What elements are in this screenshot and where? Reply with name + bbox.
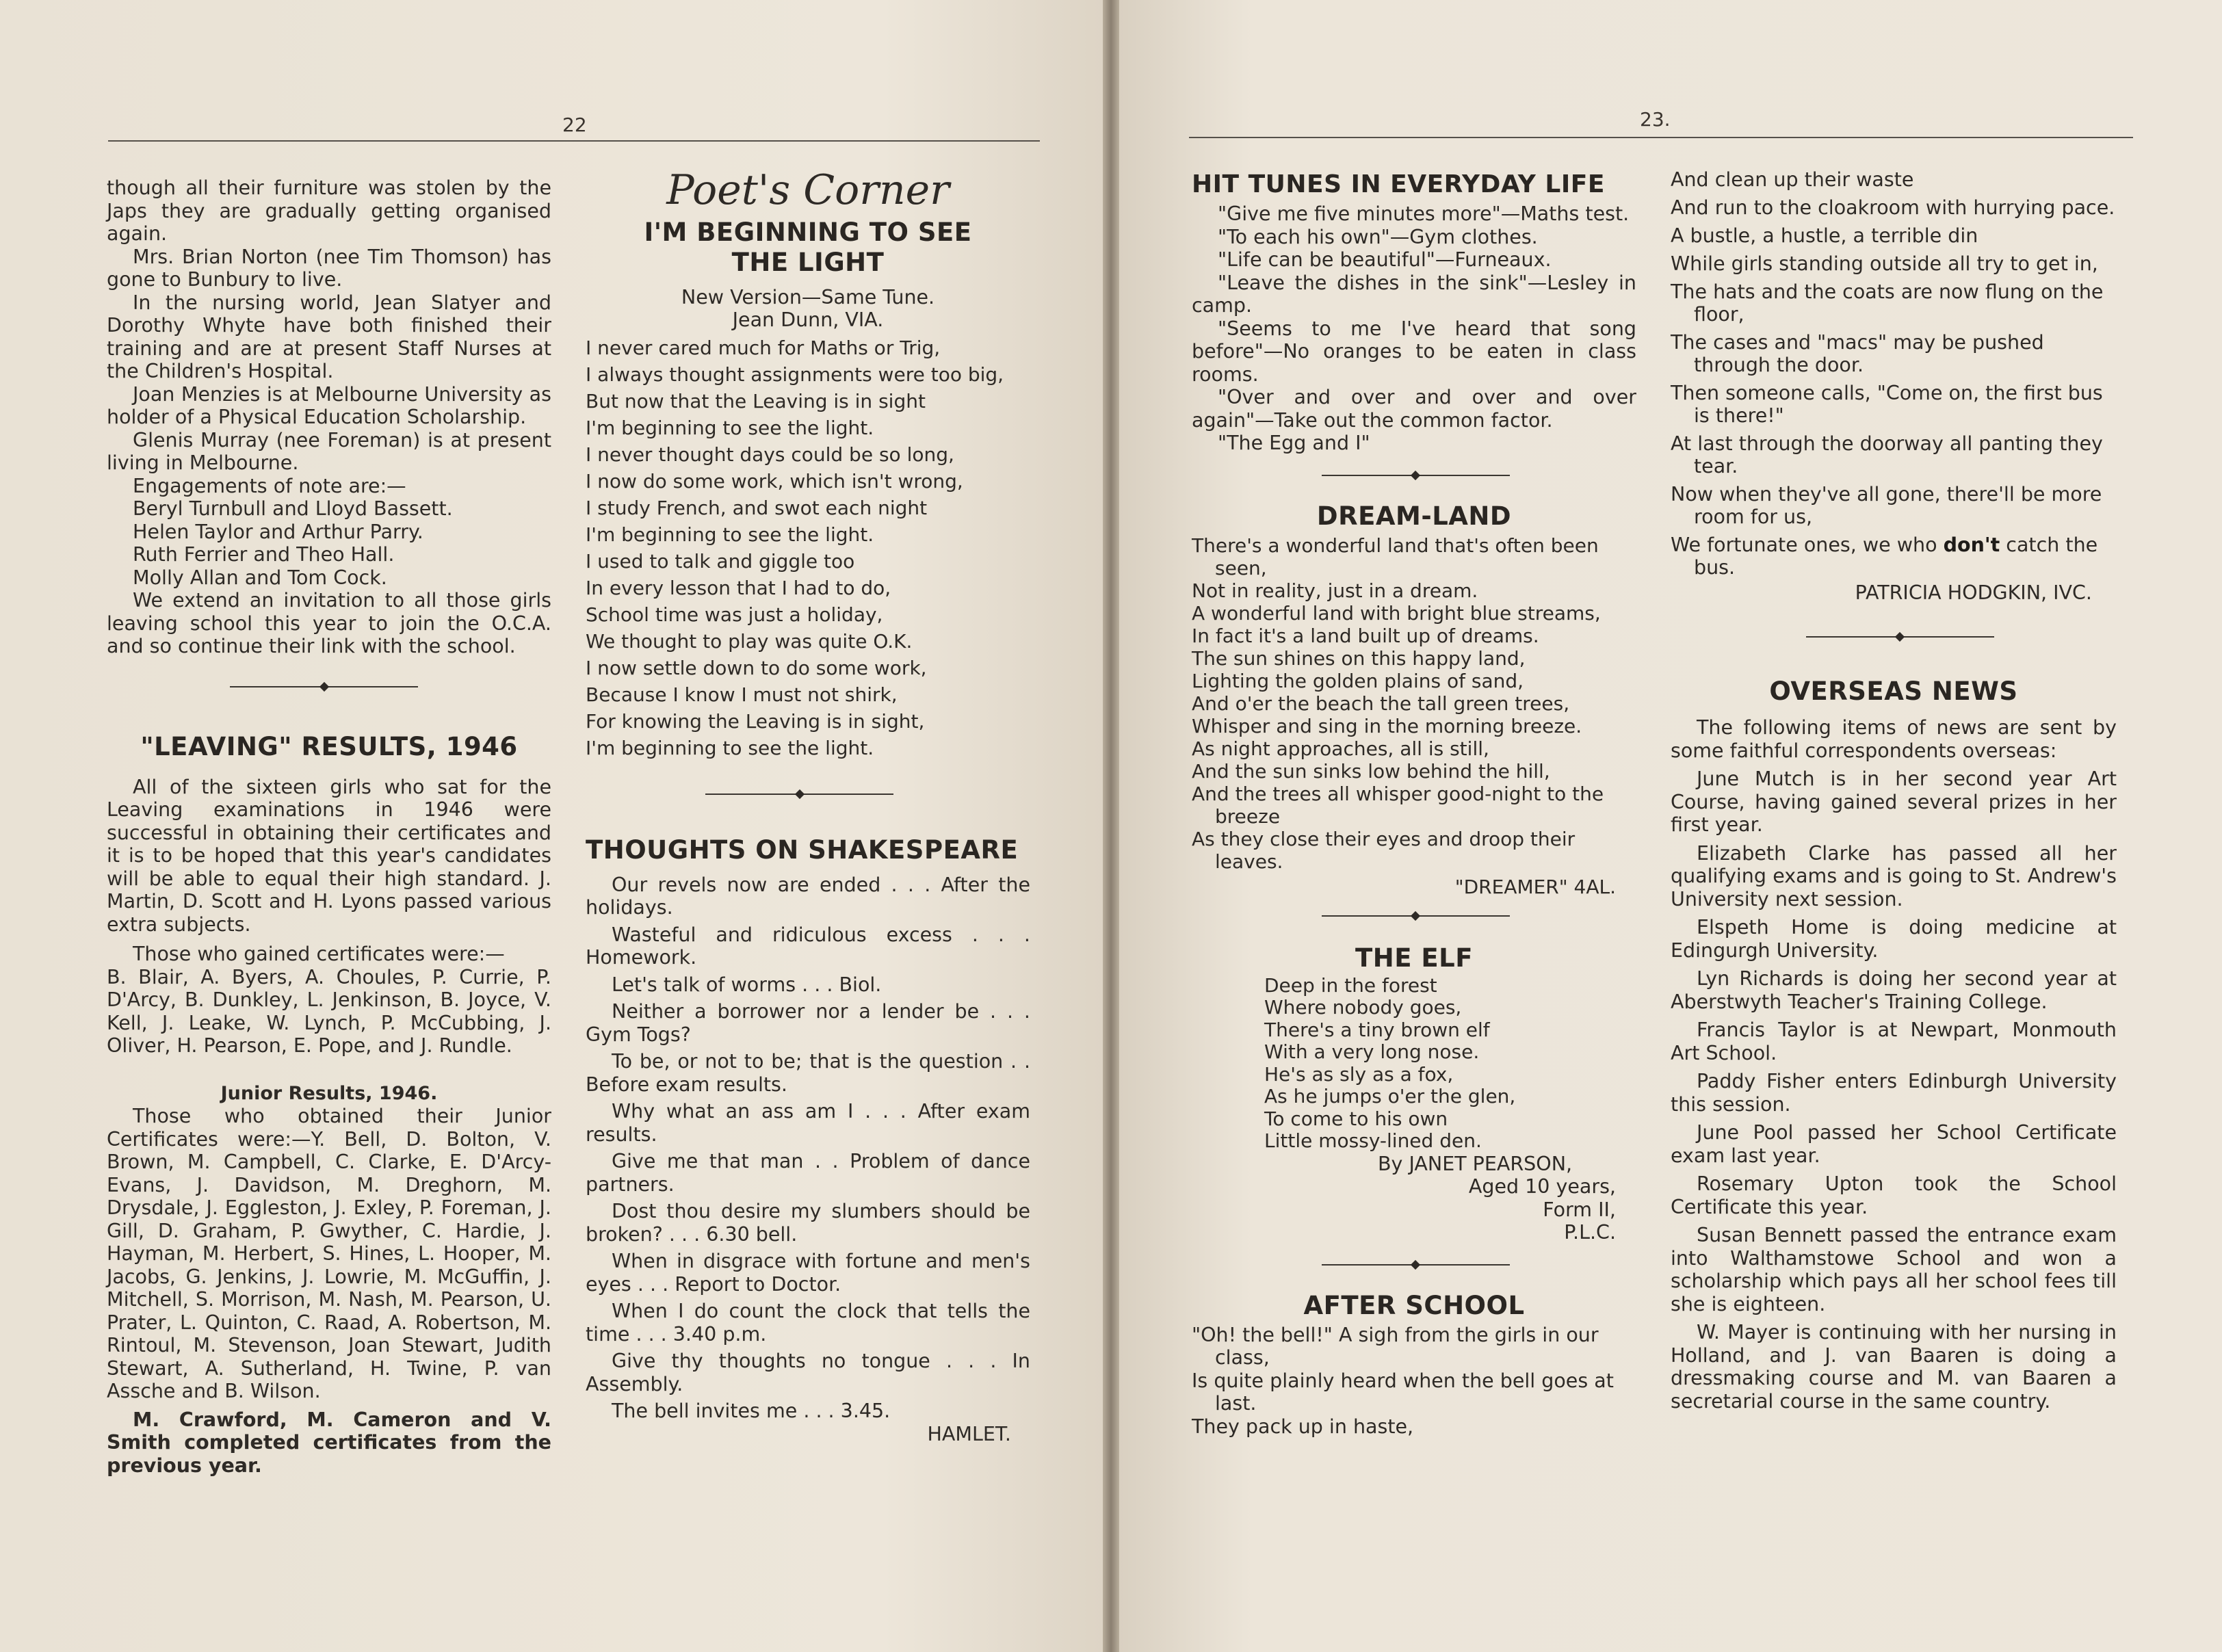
elf-author-form: Form II,: [1543, 1198, 1616, 1221]
news-item: Elizabeth Clarke has passed all her qualifying exams and is going to St. Andrew's University next session.: [1671, 841, 2117, 910]
poem-title: I'M BEGINNING TO SEE THE LIGHT: [644, 217, 972, 277]
right-page: [1119, 0, 2222, 1652]
poem-line: Is quite plainly heard when the bell goes at last.: [1192, 1369, 1614, 1415]
poem-line: As they close their eyes and droop their leaves.: [1192, 827, 1576, 873]
poem-line: He's as sly as a fox,: [1264, 1062, 1454, 1086]
binding-gutter: [1103, 0, 1119, 1652]
poem-line: Now when they've all gone, there'll be more room for us,: [1671, 483, 2102, 528]
engagement-item: Beryl Turnbull and Lloyd Bassett.: [133, 497, 453, 520]
hit-tune-item: "Seems to me I've heard that song before"—No oranges to be eaten in class rooms.: [1192, 317, 1636, 386]
poem-line: And the trees all whisper good-night to the breeze: [1192, 782, 1604, 828]
leaving-results-paragraph: All of the sixteen girls who sat for the Leaving examinations in 1946 were successful in obtaining their certificates and it is to be hoped that this year's candidates will be able to equal their high standard. J. Martin, D. Scott and H. Lyons passed various extra subjects.: [107, 775, 551, 936]
elf-author: By JANET PEARSON,: [1378, 1152, 1573, 1175]
poetry-column: [586, 166, 1030, 1445]
news-paragraph: In the nursing world, Jean Slatyer and Dorothy Whyte have both finished their training and are at present Staff Nurses at the Children's Hospital.: [107, 291, 551, 382]
poem-line: Whisper and sing in the morning breeze.: [1192, 714, 1582, 737]
poem-line: School time was just a holiday,: [586, 603, 883, 626]
elf-poem: [1192, 975, 1636, 1153]
shakespeare-item: Let's talk of worms . . . Biol.: [612, 973, 882, 996]
poem-line: I study French, and swot each night: [586, 496, 928, 519]
poem-line: A wonderful land with bright blue streams,: [1192, 601, 1601, 625]
news-paragraph: We extend an invitation to all those girls leaving school this year to join the O.C.A. and so continue their link with the school.: [107, 589, 551, 657]
hit-tune-item: "Give me five minutes more"—Maths test.: [1218, 202, 1630, 225]
shakespeare-title: THOUGHTS ON SHAKESPEARE: [586, 835, 1019, 865]
poem-line: Lighting the golden plains of sand,: [1192, 669, 1524, 692]
overseas-news-title: OVERSEAS NEWS: [1769, 677, 2018, 706]
poem-line: Little mossy-lined den.: [1264, 1129, 1482, 1152]
poem-line: To come to his own: [1264, 1107, 1448, 1130]
engagement-item: Molly Allan and Tom Cock.: [133, 566, 387, 589]
page-number: 23.: [1640, 108, 1671, 131]
shakespeare-author: HAMLET.: [927, 1422, 1011, 1445]
dreamland-author: "DREAMER" 4AL.: [1454, 875, 1616, 898]
poem-line: And the sun sinks low behind the hill,: [1192, 759, 1550, 783]
shakespeare-item: Give me that man . . Problem of dance partners.: [586, 1150, 1030, 1196]
poem-line: Deep in the forest: [1264, 973, 1437, 997]
engagement-item: Helen Taylor and Arthur Parry.: [133, 520, 423, 543]
news-paragraph: though all their furniture was stolen by the Japs they are gradually getting organised again.: [107, 176, 551, 245]
poem-line: Not in reality, just in a dream.: [1192, 579, 1478, 602]
leaving-results-names: B. Blair, A. Byers, A. Choules, P. Currie, P. D'Arcy, B. Dunkley, L. Jenkinson, B. Joyce, V. Kell, J. Leake, W. Lynch, P. McCubbing, J. Oliver, H. Pearson, E. Pope, and J. Rundle.: [107, 965, 551, 1057]
poem-line: And clean up their waste: [1671, 168, 1914, 191]
poem-line: I now settle down to do some work,: [586, 656, 927, 679]
poem-line: With a very long nose.: [1264, 1040, 1480, 1063]
hit-tune-item: "Over and over and over and over again"—Take out the common factor.: [1192, 386, 1636, 432]
junior-results-title: Junior Results, 1946.: [220, 1082, 438, 1104]
shakespeare-item: The bell invites me . . . 3.45.: [612, 1400, 891, 1422]
section-divider: [1671, 631, 2117, 642]
poem-line: I now do some work, which isn't wrong,: [586, 469, 963, 493]
engagements-heading: Engagements of note are:—: [133, 474, 406, 497]
news-item: June Pool passed her School Certificate exam last year.: [1671, 1121, 2117, 1167]
poem-line-text: We fortunate ones, we who: [1671, 534, 1944, 556]
shakespeare-item: Give thy thoughts no tongue . . . In Assembly.: [586, 1350, 1030, 1395]
poem-line: Then someone calls, "Come on, the first bus is there!": [1671, 382, 2103, 427]
after-school-poem-continued: [1671, 168, 2117, 604]
news-item: The following items of news are sent by some faithful correspondents overseas:: [1671, 716, 2117, 762]
poem-line: But now that the Leaving is in sight: [586, 389, 926, 412]
poem-line: I never thought days could be so long,: [586, 443, 954, 466]
poem-line: And run to the cloakroom with hurrying pace.: [1671, 196, 2115, 219]
leaving-results-paragraph: Those who gained certificates were:—: [133, 943, 505, 965]
page-number: 22: [562, 114, 587, 136]
shakespeare-item: When in disgrace with fortune and men's eyes . . . Report to Doctor.: [586, 1250, 1030, 1296]
poem-line: The hats and the coats are now flung on the floor,: [1671, 280, 2104, 326]
poem-line: The sun shines on this happy land,: [1192, 646, 1526, 670]
news-item: June Mutch is in her second year Art Course, having gained several prizes in her first year.: [1671, 768, 2117, 836]
shakespeare-item: When I do count the clock that tells the time . . . 3.40 p.m.: [586, 1300, 1030, 1346]
news-paragraph: Mrs. Brian Norton (nee Tim Thomson) has gone to Bunbury to live.: [107, 245, 551, 291]
shakespeare-list: [586, 874, 1030, 1446]
shakespeare-item: Wasteful and ridiculous excess . . . Homework.: [586, 923, 1030, 969]
dreamland-title: DREAM-LAND: [1316, 501, 1512, 531]
hit-tunes-list: [1192, 202, 1636, 455]
news-item: Rosemary Upton took the School Certificate this year.: [1671, 1172, 2117, 1218]
poem-line: While girls standing outside all try to get in,: [1671, 252, 2098, 275]
poem-line: [1671, 534, 2117, 579]
section-divider: [1192, 470, 1636, 481]
news-paragraph: Joan Menzies is at Melbourne University as holder of a Physical Education Scholarship.: [107, 382, 551, 428]
shakespeare-item: Dost thou desire my slumbers should be broken? . . . 6.30 bell.: [586, 1200, 1030, 1246]
poem-line: At last through the doorway all panting they tear.: [1671, 432, 2103, 477]
news-item: Francis Taylor is at Newpart, Monmouth Art School.: [1671, 1019, 2117, 1064]
poets-corner-heading: Poet's Corner: [666, 166, 950, 214]
poem-line: The cases and "macs" may be pushed through the door.: [1671, 331, 2044, 376]
section-divider: [107, 681, 551, 692]
poem-line: And o'er the beach the tall green trees,: [1192, 692, 1570, 715]
poem-line: In fact it's a land built up of dreams.: [1192, 624, 1539, 647]
poem-line: For knowing the Leaving is in sight,: [586, 709, 925, 733]
engagement-item: Ruth Ferrier and Theo Hall.: [133, 543, 395, 566]
elf-author-school: P.L.C.: [1564, 1221, 1616, 1244]
news-item: Paddy Fisher enters Edinburgh University this session.: [1671, 1070, 2117, 1116]
poetry-column: [1192, 170, 1636, 1438]
shakespeare-item: Neither a borrower nor a lender be . . . Gym Togs?: [586, 1000, 1030, 1046]
poem-line: I'm beginning to see the light.: [586, 523, 874, 546]
poem-line: Where nobody goes,: [1264, 996, 1462, 1019]
news-paragraph: Glenis Murray (nee Foreman) is at present living in Melbourne.: [107, 428, 551, 474]
header-rule: [1189, 137, 2133, 138]
poem-line: As he jumps o'er the glen,: [1264, 1085, 1516, 1107]
header-rule: [108, 140, 1040, 142]
overseas-news-list: [1671, 716, 2117, 1413]
poem-subtitle: New Version—Same Tune.: [681, 285, 935, 309]
dreamland-poem: [1192, 534, 1636, 898]
junior-results-paragraph: Those who obtained their Junior Certificates were:—Y. Bell, D. Bolton, V. Brown, M. Campbell, C. Clarke, E. D'Arcy-Evans, J. Davidson, M. Dreghorn, M. Drysdale, J. Eggleston, J. Exley, P. Foreman, J. Gill, D. Graham, P. Gwyther, C. Hardie, J. Hayman, M. Herbert, S. Hines, L. Hooper, M. Jacobs, G. Jenkins, J. Lowrie, M. McGuffin, J. Mitchell, S. Morrison, M. Nash, M. Pearson, U. Prater, L. Quinton, C. Raad, A. Robertson, M. Rintoul, M. Stevenson, Joan Stewart, Judith Stewart, A. Sutherland, H. Twine, P. van Assche and B. Wilson.: [107, 1105, 551, 1402]
poem-line: There's a tiny brown elf: [1264, 1018, 1490, 1041]
shakespeare-item: Our revels now are ended . . . After the holidays.: [586, 873, 1030, 919]
poem-line: I'm beginning to see the light.: [586, 416, 874, 439]
hit-tune-item: "To each his own"—Gym clothes.: [1218, 225, 1538, 248]
poem-line: I never cared much for Maths or Trig,: [586, 336, 941, 359]
news-item: Susan Bennett passed the entrance exam into Walthamstowe School and won a scholarship which pays all her school fees till she is eighteen.: [1671, 1224, 2117, 1315]
left-page: [0, 0, 1103, 1652]
elf-author-age: Aged 10 years,: [1468, 1175, 1616, 1198]
poem-body: [586, 335, 1030, 761]
poem-line: In every lesson that I had to do,: [586, 576, 891, 599]
leaving-results-title: "LEAVING" RESULTS, 1946: [140, 731, 518, 761]
elf-title: THE ELF: [1355, 943, 1473, 973]
elf-byline: [1192, 1153, 1636, 1244]
hit-tune-item: "Leave the dishes in the sink"—Lesley in camp.: [1192, 271, 1636, 317]
news-item: Elspeth Home is doing medicine at Edingurgh University.: [1671, 916, 2117, 962]
poem-line: There's a wonderful land that's often been seen,: [1192, 534, 1599, 579]
poem-line: A bustle, a hustle, a terrible din: [1671, 224, 1978, 247]
poem-author: Jean Dunn, VIA.: [732, 309, 884, 331]
hit-tune-item: "Life can be beautiful"—Furneaux.: [1218, 248, 1552, 271]
poem-line: We thought to play was quite O.K.: [586, 629, 913, 653]
poem-line: I used to talk and giggle too: [586, 549, 855, 573]
section-divider: [1192, 1259, 1636, 1270]
junior-results-paragraph: M. Crawford, M. Cameron and V. Smith completed certificates from the previous year.: [107, 1408, 551, 1477]
news-item: W. Mayer is continuing with her nursing in Holland, and J. van Baaren is doing a dressmaking course and M. van Baaren a secretarial course in the same country.: [1671, 1321, 2117, 1413]
news-column: [1671, 168, 2117, 1413]
poem-line: "Oh! the bell!" A sigh from the girls in our class,: [1192, 1323, 1599, 1369]
section-divider: [586, 789, 1030, 800]
poem-line: I always thought assignments were too big,: [586, 363, 1004, 386]
shakespeare-item: Why what an ass am I . . . After exam results.: [586, 1100, 1030, 1146]
poem-line-text: catch the bus.: [1694, 534, 2098, 579]
shakespeare-item: To be, or not to be; that is the question . . Before exam results.: [586, 1050, 1030, 1096]
hit-tune-item: "The Egg and I": [1218, 432, 1370, 454]
after-school-author: PATRICIA HODGKIN, IVC.: [1855, 581, 2092, 604]
poem-line: I'm beginning to see the light.: [586, 736, 874, 759]
hit-tunes-title: HIT TUNES IN EVERYDAY LIFE: [1192, 170, 1605, 198]
poem-line: They pack up in haste,: [1192, 1415, 1414, 1438]
poem-line-emphasis: don't: [1943, 534, 2000, 556]
alumni-news-column: [107, 176, 551, 1477]
news-item: Lyn Richards is doing her second year at Aberstwyth Teacher's Training College.: [1671, 967, 2117, 1013]
poem-line: Because I know I must not shirk,: [586, 683, 898, 706]
poem-line: As night approaches, all is still,: [1192, 737, 1489, 760]
after-school-poem: [1192, 1324, 1636, 1439]
after-school-title: AFTER SCHOOL: [1303, 1290, 1525, 1320]
section-divider: [1192, 910, 1636, 921]
